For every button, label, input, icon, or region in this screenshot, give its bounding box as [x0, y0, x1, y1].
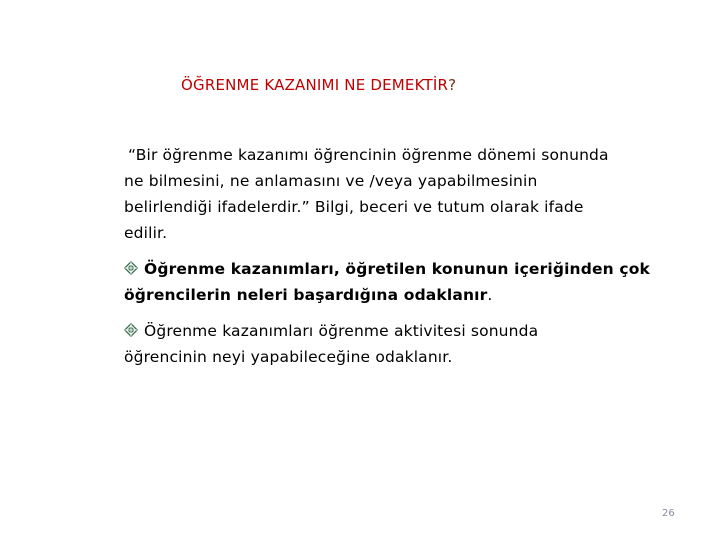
definition-line: ne bilmesini, ne anlamasını ve /veya yapabilmesinin — [124, 172, 538, 190]
slide-title-question-mark: ? — [448, 76, 457, 94]
definition-line: edilir. — [124, 224, 168, 242]
slide-title-text: ÖĞRENME KAZANIMI NE DEMEKTİR — [181, 76, 449, 94]
bullet-1-period: . — [487, 286, 493, 304]
definition-line: belirlendiği ifadelerdir.” Bilgi, beceri ve tutum olarak ifade — [124, 198, 584, 216]
diamond-bullet-icon — [124, 323, 138, 337]
bullet-item-2 — [124, 318, 644, 370]
definition-line: “Bir öğrenme kazanımı öğrencinin öğrenme dönemi sonunda — [128, 146, 609, 164]
bullet-item-1 — [124, 256, 650, 308]
bullet-1-text-line-1: Öğrenme kazanımları, öğretilen konunun içeriğinden çok — [144, 260, 650, 278]
bullet-2-line-1 — [124, 318, 644, 344]
bullet-2-text-line-1: Öğrenme kazanımları öğrenme aktivitesi sonunda — [144, 322, 539, 340]
page-number: 26 — [662, 508, 675, 519]
diamond-bullet-icon — [124, 261, 138, 275]
bullet-2-text-line-2: öğrencinin neyi yapabileceğine odaklanır. — [124, 348, 453, 366]
bullet-1-text-line-2: öğrencilerin neleri başardığına odaklanır — [124, 286, 488, 304]
bullet-1-line-1 — [124, 256, 650, 282]
definition-paragraph — [124, 142, 644, 246]
bullet-1-line-2 — [124, 282, 644, 308]
slide-title — [181, 76, 456, 94]
